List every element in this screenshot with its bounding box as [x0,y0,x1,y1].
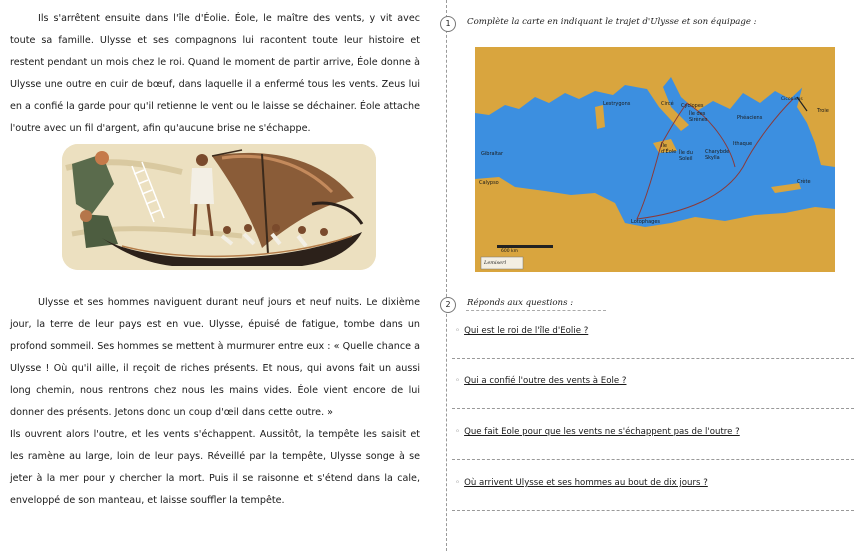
exercise-2-instruction: Réponds aux questions : [467,298,574,308]
map-label-pheaciens: Phéaciens [737,115,763,121]
map-label-troie: Troie [817,108,829,114]
story-column-bottom [10,292,420,512]
question-4 [455,478,708,488]
question-1 [455,326,588,336]
question-bullet-icon: ◦ [455,376,461,386]
map-label-charybde: Charybde Skylla [705,149,730,161]
column-divider [446,0,447,551]
map-label-gibraltar: Gibraltar [481,151,504,157]
question-4-text: Où arrivent Ulysse et ses hommes au bout de dix jours ? [464,478,708,488]
map-label-ciconiens: Ciconiens [781,97,803,102]
answer-line-3[interactable] [452,459,854,460]
map-label-scale: 600 km [501,249,519,254]
answer-line-2[interactable] [452,408,854,409]
question-bullet-icon: ◦ [455,427,461,437]
exercise-1-number: 1 [440,16,456,32]
map-label-circe: Circé [661,101,674,107]
answer-line-1[interactable] [452,358,854,359]
exercise-2-underline [466,310,606,311]
map-label-sirenes: Île des Sirènes [689,111,708,123]
question-2 [455,376,626,386]
ship-illustration-art [62,144,376,270]
question-3-text: Que fait Eole pour que les vents ne s'échappent pas de l'outre ? [464,427,740,437]
exercise-1-instruction: Complète la carte en indiquant le trajet d'Ulysse et son équipage : [467,17,757,27]
question-1-text: Qui est le roi de l'île d'Eolie ? [464,326,589,336]
question-2-text: Qui a confié l'outre des vents à Eole ? [464,376,627,386]
map-label-soleil: Île du Soleil [679,150,693,162]
story-paragraph-3: Ils ouvrent alors l'outre, et les vents s'échappent. Aussitôt, la tempête les saisit et les ramène au large, loin de leur pays. Réveillé par la tempête, Ulysse songe à se jeter à la mer pour y chercher la mort. Puis il se raisonne et s'étend dans la cale, enveloppé de son manteau, et laisse souffler la tempête. [10,429,420,506]
map-label-eole: Île d'Éole [661,143,677,155]
map-label-ithaque: Ithaque [733,141,753,147]
map-label-cyclopes: Cyclopes [681,103,704,109]
map-label-credit: Lemiserl [484,260,507,266]
question-bullet-icon: ◦ [455,326,461,336]
question-bullet-icon: ◦ [455,478,461,488]
odyssey-map-art [475,47,835,272]
map-label-lestrygons: Lestrygons [603,101,631,107]
story-column [10,8,420,140]
question-3 [455,427,740,437]
map-label-calypso: Calypso [479,180,499,186]
map-scale-bar [497,245,553,248]
story-paragraph-2: Ulysse et ses hommes naviguent durant neuf jours et neuf nuits. Le dixième jour, la terre de leur pays est en vue. Ulysse, épuisé de fatigue, tombe dans un profond sommeil. Ses hommes se mettent à murmurer entre eux : « Quelle chance a Ulysse ! Où qu'il aille, il reçoit de riches présents. Et nous, qui avons fait un aussi long chemin, nous rentrons chez nous les mains vides. Éole vient encore de lui donner des présents. Jetons donc un coup d'œil dans cette outre. » [10,297,420,418]
map-label-crete: Crète [797,179,811,185]
story-paragraph-1: Ils s'arrêtent ensuite dans l'île d'Éolie. Éole, le maître des vents, y vit avec toute sa famille. Ulysse et ses compagnons lui racontent toute leur histoire et restent pendant un mois chez le roi. Quand le moment de partir arrive, Éole donne à Ulysse une outre en cuir de bœuf, dans laquelle il a enfermé tous les vents. Zeus lui en a confié la garde pour qu'il retienne le vent ou le laisse se déchainer. Éole attache l'outre avec un fil d'argent, afin qu'aucune brise ne s'échappe. [10,13,420,134]
map-label-lotophages: Lotophages [631,219,661,225]
exercise-2-number: 2 [440,297,456,313]
odyssey-map[interactable] [475,47,835,272]
answer-line-4[interactable] [452,510,854,511]
ship-illustration [62,144,376,270]
